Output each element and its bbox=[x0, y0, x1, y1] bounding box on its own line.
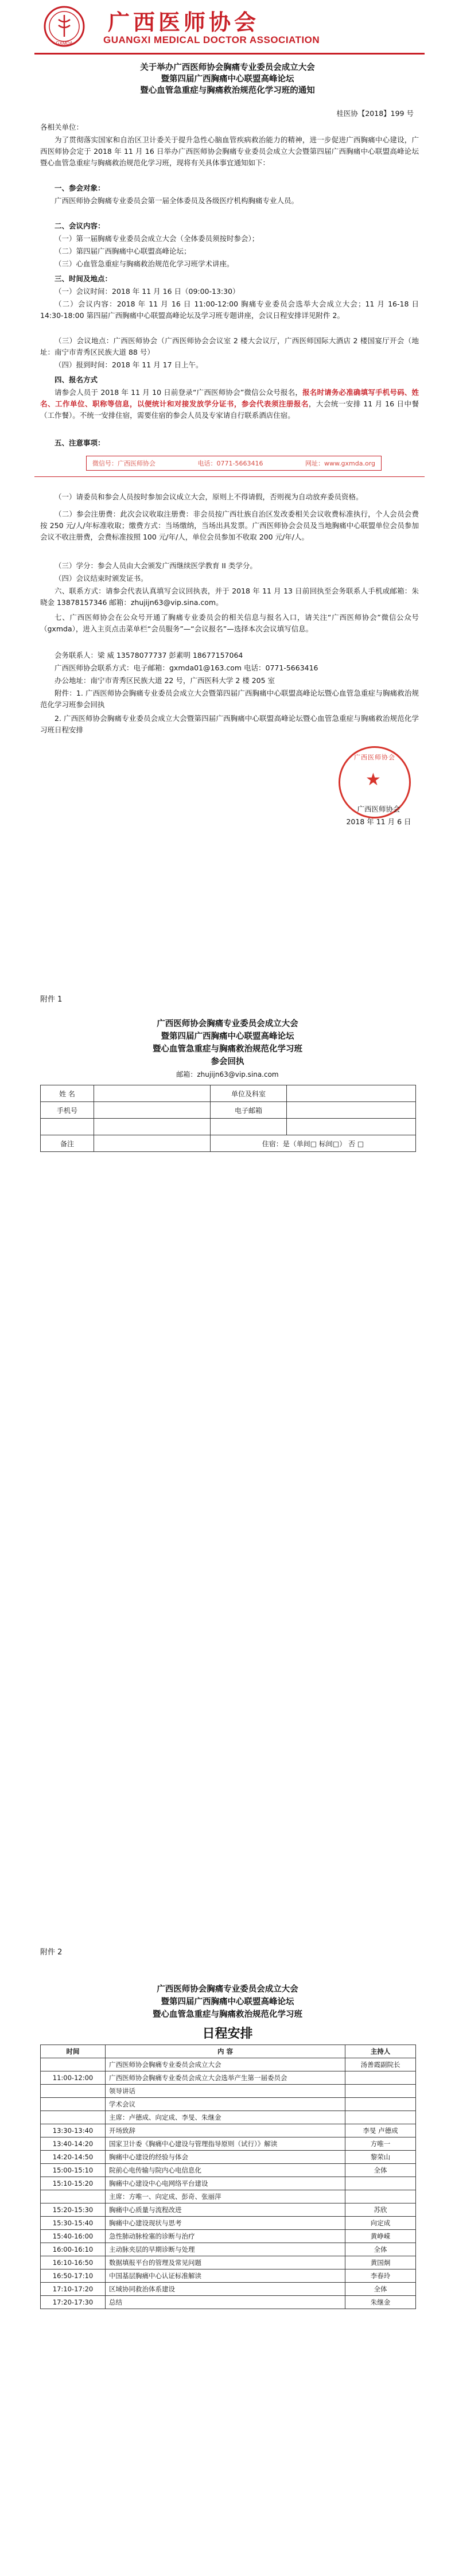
schedule-cell-host: 苏欣 bbox=[345, 2203, 416, 2217]
schedule-row bbox=[41, 2164, 416, 2177]
form-cell[interactable] bbox=[211, 1119, 287, 1135]
schedule-title: 日程安排 bbox=[202, 2027, 253, 2041]
schedule-row bbox=[41, 2269, 416, 2283]
annex-2-title-line-3: 暨心血管急重症与胸痛救治规范化学习班 bbox=[153, 2010, 302, 2019]
section-5-title: 五、注意事项： bbox=[55, 439, 105, 447]
contact-banner-wechat: 微信号：广西医师协会 bbox=[92, 460, 155, 467]
form-cell[interactable] bbox=[94, 1119, 211, 1135]
signer: 广西医师协会 bbox=[357, 805, 400, 813]
schedule-row bbox=[41, 2151, 416, 2164]
schedule-cell-content: 广西医师协会胸痛专业委员会成立大会选举产生第一届委员会 bbox=[106, 2071, 345, 2085]
header-divider bbox=[34, 53, 425, 55]
annex-1-label: 附件 1 bbox=[40, 995, 63, 1004]
schedule-cell-time: 15:00-15:10 bbox=[41, 2164, 106, 2177]
schedule-row bbox=[41, 2098, 416, 2111]
section-4-text-highlight: 报名时请务必准确填写手机号码、姓名、工作单位、职称等信息，以便统计和对接发放学分证书，参会代表须注册报名 bbox=[40, 388, 419, 408]
schedule-cell-time: 14:20-14:50 bbox=[41, 2151, 106, 2164]
schedule-row bbox=[41, 2217, 416, 2230]
form-row bbox=[41, 1119, 416, 1135]
schedule-row bbox=[41, 2283, 416, 2296]
schedule-cell-content: 广西医师协会胸痛专业委员会成立大会 bbox=[106, 2058, 345, 2071]
form-input-phone[interactable] bbox=[94, 1102, 211, 1119]
schedule-cell-host bbox=[345, 2085, 416, 2098]
notice-item: （一）请委员和参会人员按时参加会议成立大会，原则上不得请假，否则视为自动放弃委员资格。 bbox=[55, 492, 363, 501]
form-label-name: 姓 名 bbox=[41, 1085, 94, 1102]
form-row bbox=[41, 1135, 416, 1152]
schedule-row bbox=[41, 2071, 416, 2085]
schedule-cell-time bbox=[41, 2190, 106, 2203]
schedule-row bbox=[41, 2085, 416, 2098]
schedule-cell-time: 16:10-16:50 bbox=[41, 2256, 106, 2269]
notice-title-line-2: 暨第四届广西胸痛中心联盟高峰论坛 bbox=[161, 75, 294, 84]
schedule-header-host: 主持人 bbox=[345, 2045, 416, 2058]
schedule-cell-content: 国家卫计委《胸痛中心建设与管理指导原则（试行）》解读 bbox=[106, 2137, 345, 2151]
contact-banner-web: 网址：www.gxmda.org bbox=[305, 460, 375, 467]
intro-paragraph: 为了贯彻落实国家和自治区卫计委关于提升急性心脑血管疾病救治能力的精神，进一步促进广西胸痛中心建设，广西医师协会定于 2018 年 11 月 16 日举办广西医师协会胸痛专业委员会成立大会暨第四届广西胸痛中心联盟高峰论坛暨心血管急重症与胸痛救治规范化学习班，现将有关具体事宜通知如下： bbox=[40, 135, 419, 167]
section-1-title: 一、参会对象： bbox=[55, 184, 105, 192]
section-3-item: （二）会议内容：2018 年 11 月 16 日 11:00-12:00 胸痛专业委员会选举大会成立大会；11 月 16-18 日 14:30-18:00 第四届广西胸痛中心联盟高峰论坛及学习班专题讲座，会议日程安排详见附件 2。 bbox=[40, 300, 419, 320]
org-name-en: GUANGXI MEDICAL DOCTOR ASSOCIATION bbox=[103, 34, 320, 45]
schedule-cell-host: 全体 bbox=[345, 2283, 416, 2296]
org-name-cn: 广西医师协会 bbox=[108, 9, 260, 35]
official-seal-text: 广西医师协会 bbox=[354, 754, 395, 761]
notice-item: 七、广西医师协会在公众号开通了胸痛专业委员会的相关信息与报名入口，请关注“广西医师协会”微信公众号（gxmda），进入主页点击菜单栏“会员服务”—“会议报名”—选择本次会议填写信息。 bbox=[40, 613, 419, 633]
notice-item: 六、联系方式：请参会代表认真填写会议回执表，并于 2018 年 11 月 13 日前回执至会务联系人手机或邮箱：朱晓金 13878157346 邮箱：zhujijn63@vip.sina.com。 bbox=[40, 587, 419, 607]
schedule-cell-time: 15:20-15:30 bbox=[41, 2203, 106, 2217]
notice-item: 附件：1. 广西医师协会胸痛专业委员会成立大会暨第四届广西胸痛中心联盟高峰论坛暨心血管急重症与胸痛救治规范化学习班参会回执 bbox=[40, 689, 419, 709]
schedule-cell-host: 黄国炯 bbox=[345, 2256, 416, 2269]
notice-item: （三）学分：参会人员由大会颁发广西继续医学教育 II 类学分。 bbox=[55, 561, 257, 570]
schedule-cell-host bbox=[345, 2098, 416, 2111]
form-lodging-options[interactable]: 住宿：是（单间□ 标间□） 否 □ bbox=[211, 1135, 416, 1152]
schedule-cell-time bbox=[41, 2111, 106, 2124]
form-row bbox=[41, 1102, 416, 1119]
schedule-cell-host bbox=[345, 2177, 416, 2190]
sign-date: 2018 年 11 月 6 日 bbox=[346, 817, 411, 826]
schedule-cell-content: 主席：卢德成、向定成、李旻、朱继金 bbox=[106, 2111, 345, 2124]
section-4-title: 四、报名方式 bbox=[55, 375, 98, 384]
notice-title-line-1: 关于举办广西医师协会胸痛专业委员会成立大会 bbox=[140, 63, 315, 72]
association-logo-icon bbox=[40, 5, 88, 49]
svg-text:GXMDA: GXMDA bbox=[56, 41, 73, 46]
contact-banner bbox=[86, 456, 382, 471]
schedule-cell-host: 朱继金 bbox=[345, 2296, 416, 2309]
section-3-item: （三）会议地点：广西医师协会（广西医师协会会议室 2 楼大会议厅，广西医师国际大酒店 2 楼国宴厅开会（地址：南宁市青秀区民族大道 88 号） bbox=[40, 336, 419, 356]
schedule-cell-content: 数据填报平台的管理及常见问题 bbox=[106, 2256, 345, 2269]
schedule-cell-time bbox=[41, 2098, 106, 2111]
seal-star-icon: ★ bbox=[365, 770, 381, 790]
schedule-cell-host bbox=[345, 2111, 416, 2124]
schedule-cell-host: 全体 bbox=[345, 2243, 416, 2256]
notice-item: 办公地址：南宁市青秀区民族大道 22 号，广西医科大学 2 楼 205 室 bbox=[55, 676, 275, 685]
schedule-cell-content: 领导讲话 bbox=[106, 2085, 345, 2098]
form-cell[interactable] bbox=[287, 1119, 416, 1135]
notice-item: 会务联系人：梁 威 13578077737 彭素明 18677157064 bbox=[55, 651, 243, 659]
registration-form bbox=[40, 1085, 416, 1152]
annex-2-title-line-2: 暨第四届广西胸痛中心联盟高峰论坛 bbox=[161, 1997, 294, 2007]
schedule-cell-content: 开场致辞 bbox=[106, 2124, 345, 2137]
schedule-body bbox=[41, 2058, 416, 2309]
form-input-email[interactable] bbox=[287, 1102, 416, 1119]
schedule-header-row bbox=[41, 2045, 416, 2058]
schedule-cell-time bbox=[41, 2085, 106, 2098]
notice-item: （二）参会注册费：此次会议收取注册费：非会员按广西壮族自治区发改委相关会议收费标准执行，个人会员会费按 250 元/人/年标准收取；缴费方式：当场缴纳，当场出具发票。广西医师协会会员及当地胸痛中心联盟单位会员参加会议不收注册费，会费标准按照 100 元/年/人，单位会员参加不收取 200 元/年/人。 bbox=[40, 510, 419, 541]
section-2-title: 二、会议内容： bbox=[55, 222, 105, 230]
notice-item: （四）会议结束时颁发证书。 bbox=[55, 574, 148, 583]
schedule-cell-time: 16:50-17:10 bbox=[41, 2269, 106, 2283]
section-4-text-b: ，大会统一安排 11 月 16 日中餐（工作餐）。不统一安排住宿，需要住宿的参会人员及专家请自行联系酒店住宿。 bbox=[40, 399, 419, 420]
schedule-cell-host: 李旻 卢德成 bbox=[345, 2124, 416, 2137]
section-3-item: （四）报到时间：2018 年 11 月 17 日上午。 bbox=[55, 360, 203, 369]
schedule-cell-content: 胸痛中心建设的经验与体会 bbox=[106, 2151, 345, 2164]
schedule-cell-content: 区域协同救治体系建设 bbox=[106, 2283, 345, 2296]
schedule-row bbox=[41, 2243, 416, 2256]
schedule-cell-content: 中国基层胸痛中心认证标准解读 bbox=[106, 2269, 345, 2283]
schedule-table bbox=[40, 2044, 416, 2309]
annex-2-label: 附件 2 bbox=[40, 1948, 63, 1957]
schedule-cell-host: 汤善霞副院长 bbox=[345, 2058, 416, 2071]
form-label-email: 电子邮箱 bbox=[211, 1102, 287, 1119]
schedule-cell-time: 15:40-16:00 bbox=[41, 2230, 106, 2243]
schedule-row bbox=[41, 2190, 416, 2203]
section-2-item: （一）第一届胸痛专业委员会成立大会（全体委员须按时参会）； bbox=[55, 234, 259, 243]
schedule-row bbox=[41, 2058, 416, 2071]
schedule-cell-host bbox=[345, 2190, 416, 2203]
form-input-name[interactable] bbox=[94, 1085, 211, 1102]
section-3-title: 三、时间及地点： bbox=[55, 274, 112, 283]
document-number: 桂医协【2018】199 号 bbox=[336, 109, 414, 118]
schedule-cell-time: 16:00-16:10 bbox=[41, 2243, 106, 2256]
schedule-cell-host: 方唯一 bbox=[345, 2137, 416, 2151]
annex-2-title-line-1: 广西医师协会胸痛专业委员会成立大会 bbox=[157, 1985, 298, 1994]
schedule-row bbox=[41, 2111, 416, 2124]
banner-divider bbox=[34, 476, 425, 477]
schedule-cell-time: 17:20-17:30 bbox=[41, 2296, 106, 2309]
section-1-text: 广西医师协会胸痛专业委员会第一届全体委员及各级医疗机构胸痛专业人员。 bbox=[55, 196, 299, 205]
section-4-text-a: 请参会人员于 2018 年 11 月 10 日前登录“广西医师协会”微信公众号报名， bbox=[55, 388, 303, 397]
schedule-row bbox=[41, 2296, 416, 2309]
schedule-cell-content: 急性肺动脉栓塞的诊断与治疗 bbox=[106, 2230, 345, 2243]
schedule-cell-content: 总结 bbox=[106, 2296, 345, 2309]
schedule-cell-time bbox=[41, 2058, 106, 2071]
notice-page bbox=[0, 0, 455, 918]
form-input-remarks[interactable] bbox=[94, 1135, 211, 1152]
schedule-cell-host: 向定成 bbox=[345, 2217, 416, 2230]
annex-1-title-line-3: 暨心血管急重症与胸痛救治规范化学习班 bbox=[153, 1045, 302, 1054]
schedule-cell-time: 13:40-14:20 bbox=[41, 2137, 106, 2151]
notice-title-line-3: 暨心血管急重症与胸痛救治规范化学习班的通知 bbox=[140, 86, 315, 95]
schedule-header-content: 内 容 bbox=[106, 2045, 345, 2058]
form-input-unit[interactable] bbox=[287, 1085, 416, 1102]
form-label-remarks: 备注 bbox=[41, 1135, 94, 1152]
annex-1-email: 邮箱：zhujijn63@vip.sina.com bbox=[176, 1070, 279, 1078]
letterhead bbox=[40, 5, 419, 49]
schedule-cell-content: 胸痛中心建设现状与思考 bbox=[106, 2217, 345, 2230]
schedule-cell-time: 15:10-15:20 bbox=[41, 2177, 106, 2190]
notice-item: 广西医师协会联系方式：电子邮箱：gxmda01@163.com 电话：0771-5663416 bbox=[55, 664, 318, 672]
form-row bbox=[41, 1085, 416, 1102]
section-3-item: （一）会议时间：2018 年 11 月 16 日（09:00-13:30） bbox=[55, 287, 240, 296]
form-label-phone: 手机号 bbox=[41, 1102, 94, 1119]
schedule-cell-content: 主席：方唯一、向定成、彭奇、张丽萍 bbox=[106, 2190, 345, 2203]
form-cell[interactable] bbox=[41, 1119, 94, 1135]
schedule-cell-content: 院前心电传输与院内心电信息化 bbox=[106, 2164, 345, 2177]
schedule-row bbox=[41, 2124, 416, 2137]
annex-1-title-line-1: 广西医师协会胸痛专业委员会成立大会 bbox=[157, 1019, 298, 1029]
schedule-cell-content: 主动脉夹层的早期诊断与处理 bbox=[106, 2243, 345, 2256]
annex-1-title-line-2: 暨第四届广西胸痛中心联盟高峰论坛 bbox=[161, 1032, 294, 1041]
schedule-cell-host: 全体 bbox=[345, 2164, 416, 2177]
schedule-cell-host: 李春玲 bbox=[345, 2269, 416, 2283]
schedule-row bbox=[41, 2137, 416, 2151]
schedule-cell-host: 黎荣山 bbox=[345, 2151, 416, 2164]
schedule-header-time: 时间 bbox=[41, 2045, 106, 2058]
notice-item: 2. 广西医师协会胸痛专业委员会成立大会暨第四届广西胸痛中心联盟高峰论坛暨心血管急重症与胸痛救治规范化学习班日程安排 bbox=[40, 714, 419, 734]
schedule-cell-host bbox=[345, 2071, 416, 2085]
schedule-cell-host: 黄峥嵘 bbox=[345, 2230, 416, 2243]
contact-banner-phone: 电话：0771-5663416 bbox=[197, 460, 263, 467]
section-2-item: （二）第四届广西胸痛中心联盟高峰论坛； bbox=[55, 247, 191, 255]
section-2-item: （三）心血管急重症与胸痛救治规范化学习班学术讲座。 bbox=[55, 259, 234, 268]
schedule-cell-time: 17:10-17:20 bbox=[41, 2283, 106, 2296]
schedule-row bbox=[41, 2203, 416, 2217]
schedule-cell-content: 胸痛中心质量与流程改进 bbox=[106, 2203, 345, 2217]
section-4-text bbox=[40, 387, 419, 421]
annex-1-title-line-4: 参会回执 bbox=[211, 1057, 244, 1066]
schedule-cell-time: 11:00-12:00 bbox=[41, 2071, 106, 2085]
schedule-cell-time: 15:30-15:40 bbox=[41, 2217, 106, 2230]
salutation: 各相关单位： bbox=[40, 123, 84, 131]
schedule-cell-time: 13:30-13:40 bbox=[41, 2124, 106, 2137]
schedule-cell-content: 学术会议 bbox=[106, 2098, 345, 2111]
form-label-unit: 单位及科室 bbox=[211, 1085, 287, 1102]
schedule-cell-content: 胸痛中心建设中心电网络平台建设 bbox=[106, 2177, 345, 2190]
schedule-row bbox=[41, 2230, 416, 2243]
schedule-row bbox=[41, 2256, 416, 2269]
schedule-row bbox=[41, 2177, 416, 2190]
